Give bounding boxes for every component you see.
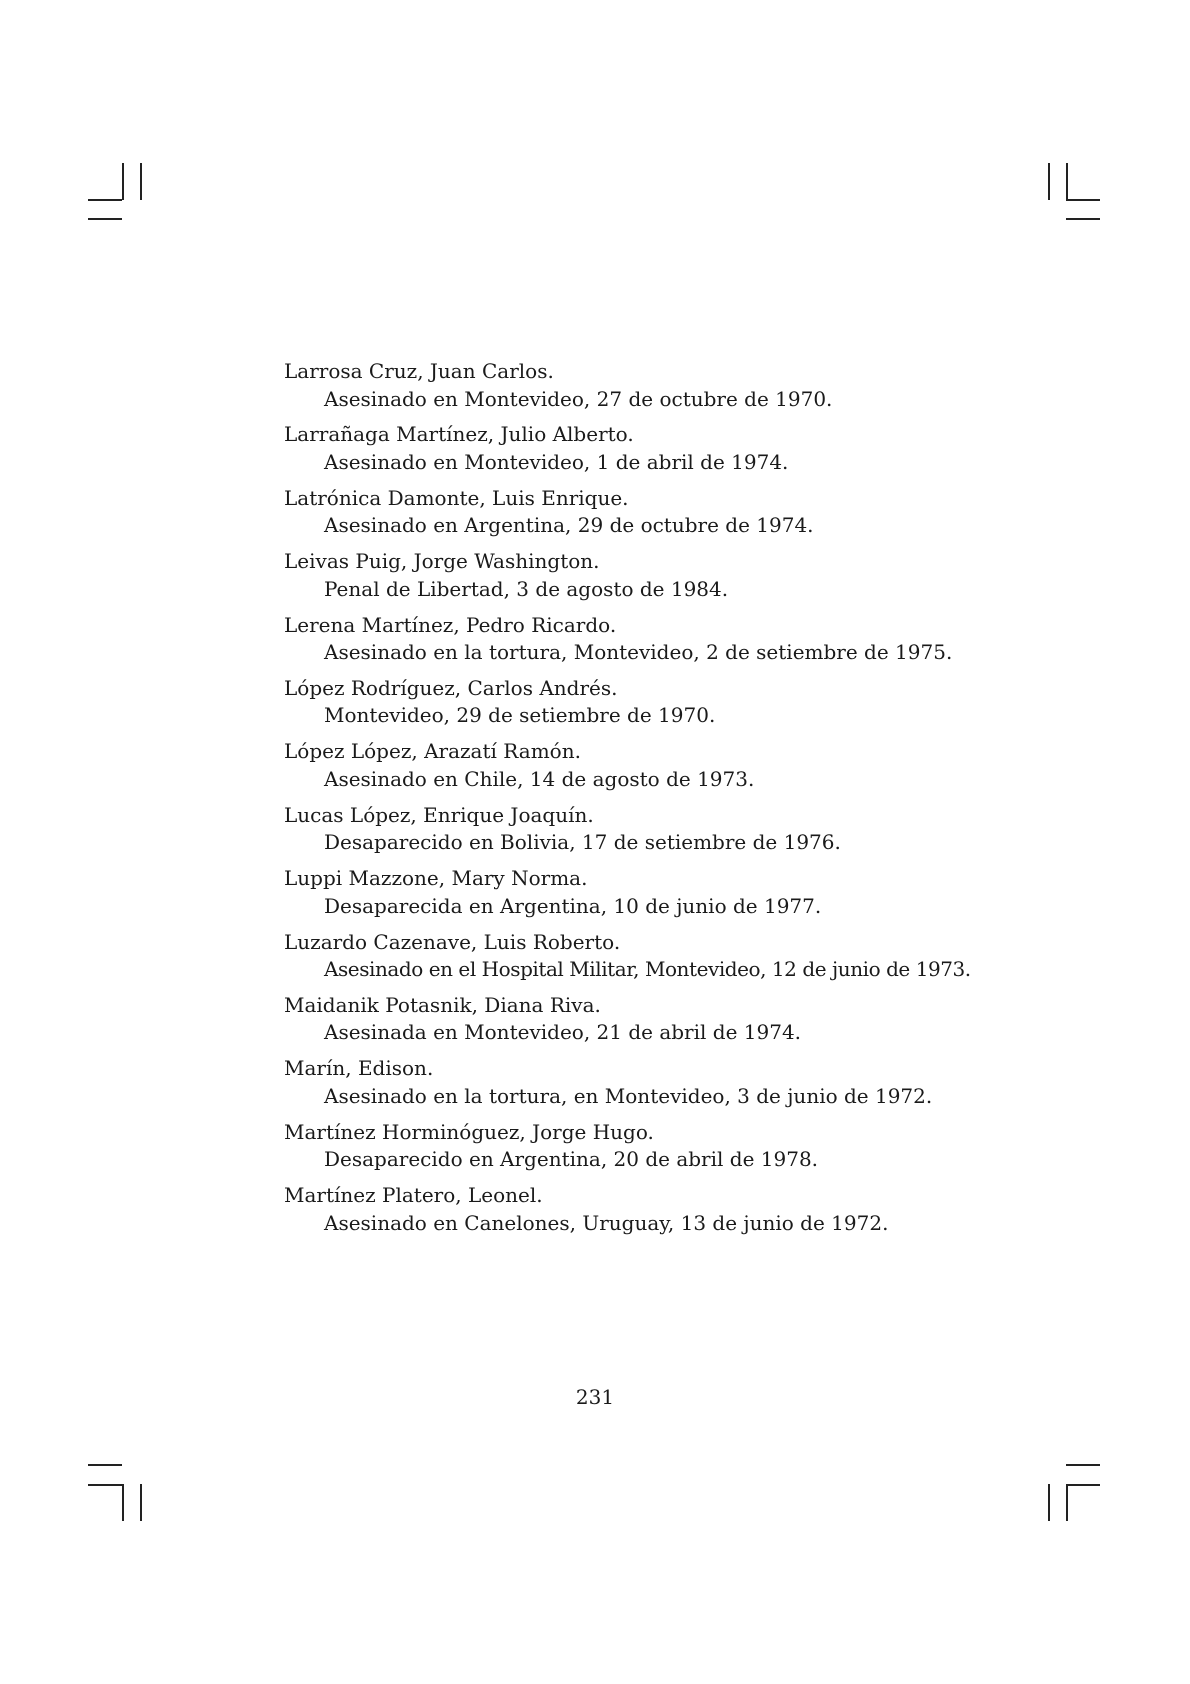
list-item bbox=[284, 929, 1004, 984]
crop-mark-top-left-vertical-inner bbox=[122, 163, 124, 200]
entry-detail: Asesinado en Canelones, Uruguay, 13 de junio de 1972. bbox=[324, 1210, 889, 1235]
entry-detail: Asesinado en el Hospital Militar, Montevideo, 12 de junio de 1973. bbox=[324, 957, 971, 982]
entry-detail: Asesinado en Montevideo, 1 de abril de 1974. bbox=[324, 449, 789, 474]
entry-detail: Asesinada en Montevideo, 21 de abril de 1974. bbox=[324, 1020, 802, 1045]
entry-name: Lerena Martínez, Pedro Ricardo. bbox=[284, 612, 617, 637]
crop-mark-bottom-left-bleed-line bbox=[88, 1464, 122, 1466]
entry-name: Lucas López, Enrique Joaquín. bbox=[284, 802, 594, 827]
crop-mark-bottom-left-vertical-outer bbox=[140, 1484, 142, 1521]
entry-detail: Asesinado en la tortura, Montevideo, 2 de setiembre de 1975. bbox=[324, 640, 953, 665]
entry-detail: Desaparecida en Argentina, 10 de junio de 1977. bbox=[324, 893, 822, 918]
list-item bbox=[284, 738, 1004, 793]
crop-mark-top-right-vertical-outer bbox=[1048, 163, 1050, 200]
crop-mark-top-left-vertical-outer bbox=[140, 163, 142, 200]
entry-name: Marín, Edison. bbox=[284, 1056, 434, 1081]
crop-mark-bottom-right-bleed-line bbox=[1066, 1464, 1100, 1466]
list-item bbox=[284, 992, 1004, 1047]
list-item bbox=[284, 548, 1004, 603]
crop-mark-bottom-right-vertical-outer bbox=[1048, 1484, 1050, 1521]
entry-name: Martínez Platero, Leonel. bbox=[284, 1183, 543, 1208]
entry-name: Latrónica Damonte, Luis Enrique. bbox=[284, 485, 629, 510]
entry-detail: Asesinado en Chile, 14 de agosto de 1973. bbox=[324, 766, 755, 791]
entry-name: Luppi Mazzone, Mary Norma. bbox=[284, 866, 588, 891]
entry-name: Larrosa Cruz, Juan Carlos. bbox=[284, 359, 554, 383]
crop-mark-top-left-horizontal bbox=[88, 199, 122, 201]
entry-detail: Asesinado en Argentina, 29 de octubre de 1974. bbox=[324, 513, 814, 538]
entry-name: Luzardo Cazenave, Luis Roberto. bbox=[284, 929, 621, 954]
entry-name: López López, Arazatí Ramón. bbox=[284, 739, 581, 764]
list-item bbox=[284, 1182, 1004, 1237]
list-item bbox=[284, 865, 1004, 920]
list-item bbox=[284, 421, 1004, 476]
entry-name: Martínez Horminóguez, Jorge Hugo. bbox=[284, 1119, 654, 1144]
entry-name: Larrañaga Martínez, Julio Alberto. bbox=[284, 422, 634, 447]
list-item bbox=[284, 612, 1004, 667]
entry-name: López Rodríguez, Carlos Andrés. bbox=[284, 675, 618, 700]
entry-detail: Desaparecido en Bolivia, 17 de setiembre de 1976. bbox=[324, 830, 841, 855]
entries-list bbox=[284, 358, 1004, 1245]
entry-detail: Asesinado en Montevideo, 27 de octubre de 1970. bbox=[324, 386, 833, 411]
list-item bbox=[284, 675, 1004, 730]
crop-mark-bottom-left-vertical-inner bbox=[122, 1484, 124, 1521]
crop-mark-top-right-bleed-line bbox=[1066, 218, 1100, 220]
list-item bbox=[284, 485, 1004, 540]
entry-detail: Asesinado en la tortura, en Montevideo, 3 de junio de 1972. bbox=[324, 1083, 933, 1108]
crop-mark-bottom-right-horizontal bbox=[1066, 1484, 1100, 1486]
list-item bbox=[284, 1119, 1004, 1174]
entry-detail: Montevideo, 29 de setiembre de 1970. bbox=[324, 703, 716, 728]
entry-name: Maidanik Potasnik, Diana Riva. bbox=[284, 992, 601, 1017]
entry-name: Leivas Puig, Jorge Washington. bbox=[284, 549, 600, 574]
list-item bbox=[284, 358, 1004, 413]
crop-mark-bottom-right-vertical-inner bbox=[1066, 1484, 1068, 1521]
crop-mark-top-right-horizontal bbox=[1066, 199, 1100, 201]
list-item bbox=[284, 1055, 1004, 1110]
page-number: 231 bbox=[575, 1385, 615, 1409]
list-item bbox=[284, 802, 1004, 857]
crop-mark-bottom-left-horizontal bbox=[88, 1484, 122, 1486]
crop-mark-top-left-bleed-line bbox=[88, 218, 122, 220]
entry-detail: Penal de Libertad, 3 de agosto de 1984. bbox=[324, 576, 729, 601]
entry-detail: Desaparecido en Argentina, 20 de abril de 1978. bbox=[324, 1147, 819, 1172]
crop-mark-top-right-vertical-inner bbox=[1066, 163, 1068, 200]
